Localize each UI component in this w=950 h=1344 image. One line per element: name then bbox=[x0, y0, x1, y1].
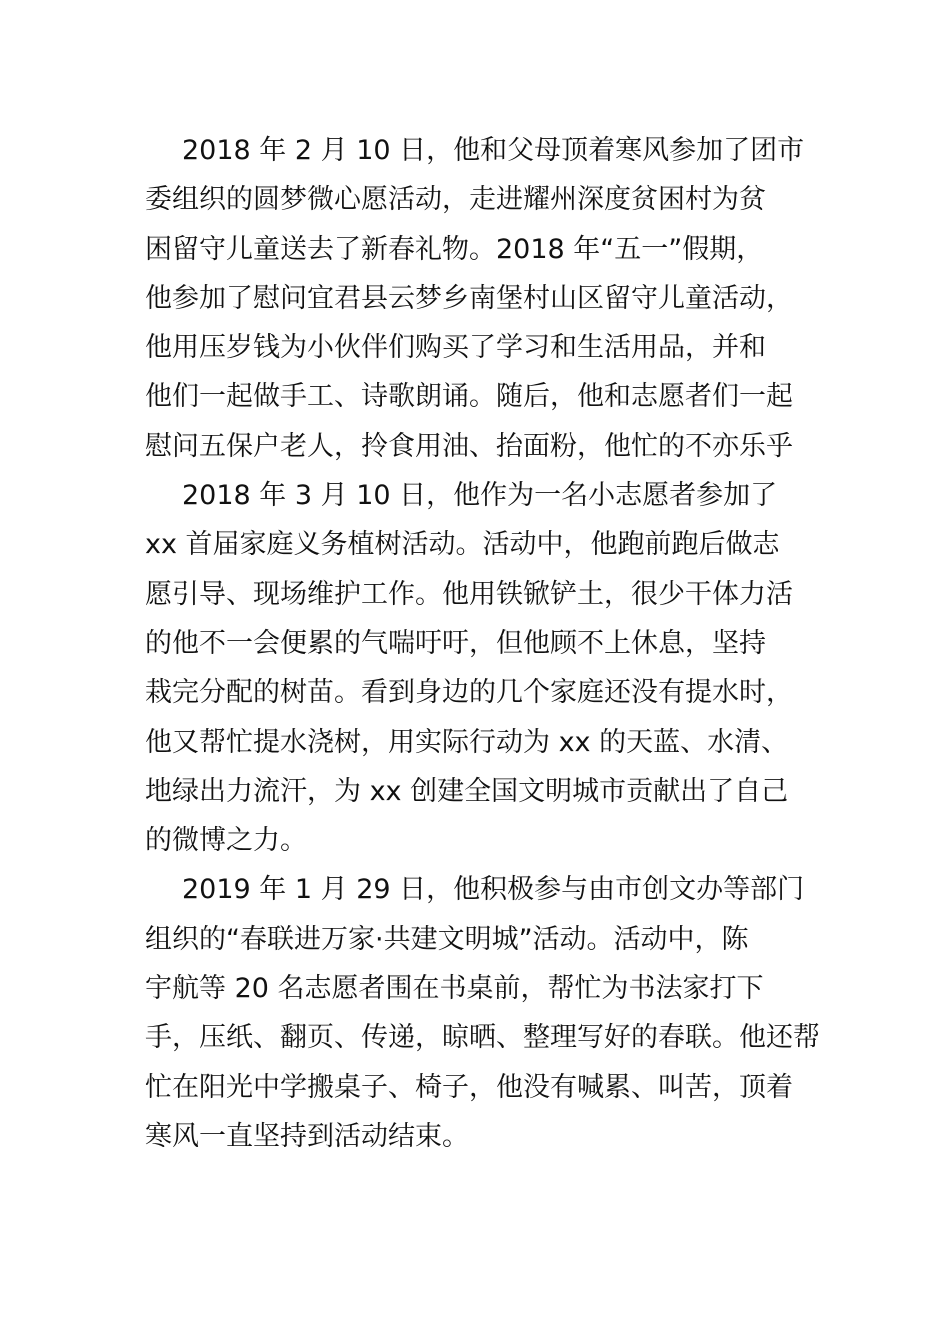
paragraph-line: 地绿出力流汗，为 xx 创建全国文明城市贡献出了自己 bbox=[145, 775, 789, 807]
paragraph-line: 困留守儿童送去了新春礼物。2018 年“五一”假期， bbox=[145, 233, 764, 265]
paragraph-line: 忙在阳光中学搬桌子、椅子，他没有喊累、叫苦，顶着 bbox=[145, 1071, 793, 1103]
paragraph-line: 宇航等 20 名志愿者围在书桌前，帮忙为书法家打下 bbox=[145, 973, 764, 1005]
paragraph-line: 的微博之力。 bbox=[145, 825, 307, 857]
paragraph-line: 的他不一会便累的气喘吁吁，但他顾不上休息，坚持 bbox=[145, 627, 766, 659]
paragraph-line: 愿引导、现场维护工作。他用铁锨铲土，很少干体力活 bbox=[145, 578, 793, 610]
paragraph-line: 2019 年 1 月 29 日，他积极参与由市创文办等部门 bbox=[182, 874, 805, 906]
paragraph-1 bbox=[145, 126, 845, 471]
paragraph-line: 手，压纸、翻页、传递，晾晒、整理写好的春联。他还帮 bbox=[145, 1022, 820, 1054]
paragraph-line: 他用压岁钱为小伙伴们购买了学习和生活用品，并和 bbox=[145, 332, 766, 364]
paragraph-line: 他们一起做手工、诗歌朗诵。随后，他和志愿者们一起 bbox=[145, 381, 793, 413]
paragraph-3 bbox=[145, 865, 845, 1161]
paragraph-2 bbox=[145, 471, 845, 865]
paragraph-line: 慰问五保户老人，拎食用油、抬面粉，他忙的不亦乐乎 bbox=[145, 430, 793, 462]
paragraph-line: 他参加了慰问宜君县云梦乡南堡村山区留守儿童活动， bbox=[145, 282, 793, 314]
document-body bbox=[145, 126, 845, 1161]
paragraph-line: 他又帮忙提水浇树，用实际行动为 xx 的天蓝、水清、 bbox=[145, 726, 789, 758]
paragraph-line: 栽完分配的树苗。看到身边的几个家庭还没有提水时， bbox=[145, 677, 793, 709]
paragraph-line: 组织的“春联进万家·共建文明城”活动。活动中，陈 bbox=[145, 923, 749, 955]
paragraph-line: 寒风一直坚持到活动结束。 bbox=[145, 1120, 469, 1152]
paragraph-line: 2018 年 3 月 10 日，他作为一名小志愿者参加了 bbox=[182, 480, 778, 512]
paragraph-line: 委组织的圆梦微心愿活动，走进耀州深度贫困村为贫 bbox=[145, 184, 766, 216]
paragraph-line: 2018 年 2 月 10 日，他和父母顶着寒风参加了团市 bbox=[182, 135, 805, 166]
paragraph-line: xx 首届家庭义务植树活动。活动中，他跑前跑后做志 bbox=[145, 529, 780, 561]
